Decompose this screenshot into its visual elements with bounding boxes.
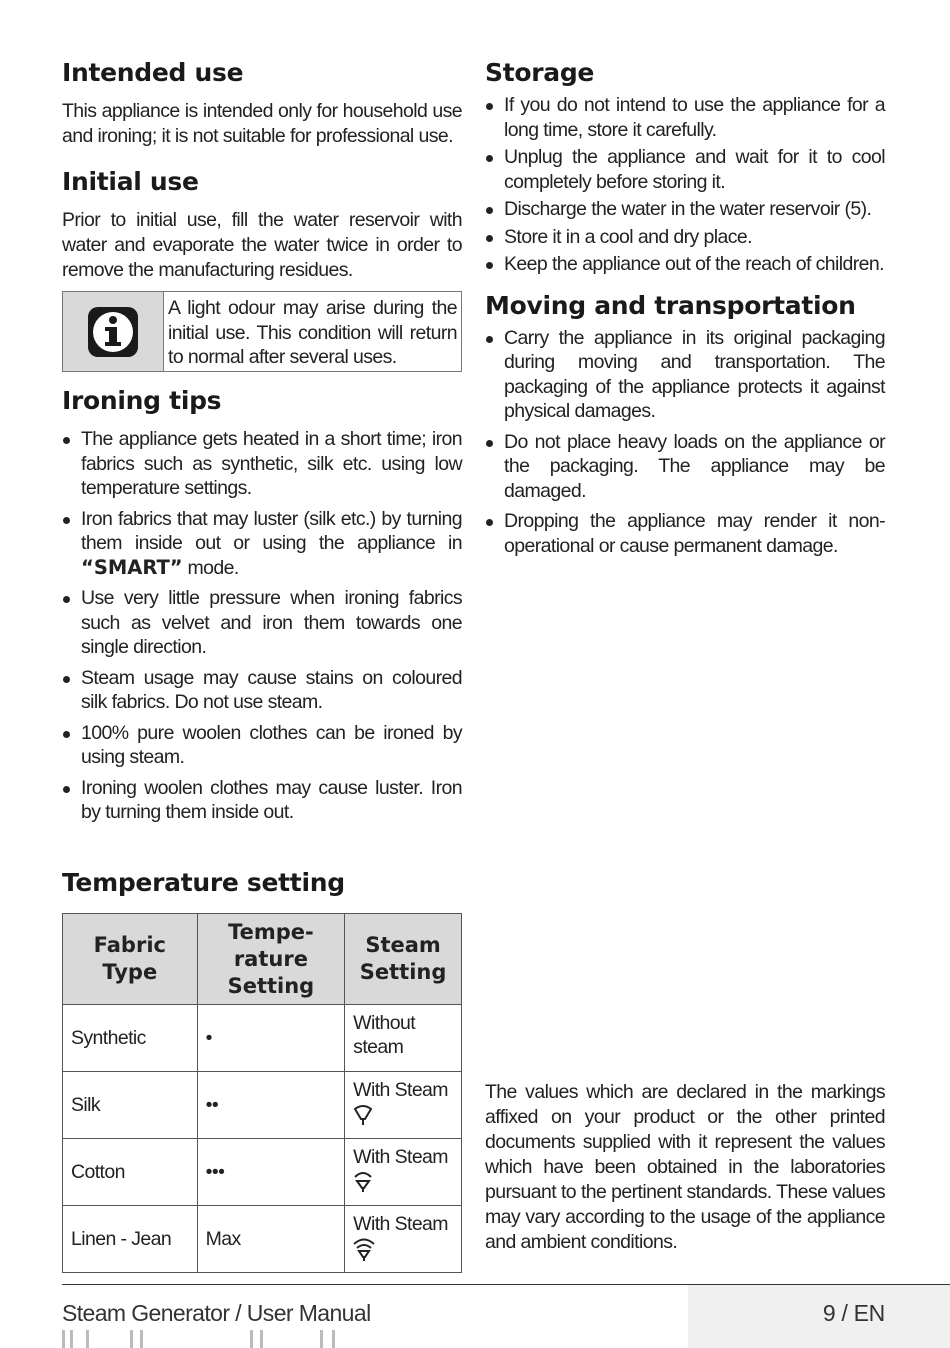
steam-high-icon (353, 1238, 375, 1262)
list-item: 100% pure woolen clothes can be ironed by using steam. (62, 721, 462, 770)
list-item: Do not place heavy loads on the appliance or the packaging. The appliance may be damaged. (485, 430, 885, 504)
fabric-cell: Linen - Jean (63, 1206, 198, 1273)
table-row (63, 1072, 462, 1139)
temperature-table (62, 913, 462, 1273)
crop-marks (62, 1330, 362, 1348)
table-header: Tempe-rature Setting (197, 914, 345, 1005)
list-item: Ironing woolen clothes may cause luster. Iron by turning them inside out. (62, 776, 462, 825)
left-column (62, 58, 462, 843)
list-item: Use very little pressure when ironing fabrics such as velvet and iron them towards one single direction. (62, 586, 462, 660)
disclaimer-text: The values which are declared in the markings affixed on your product or the other printed documents supplied with it represent the values which have been obtained in the laboratories pursuant to the pertinent standards. These values may vary according to the usage of the appliance and ambient conditions. (485, 1081, 885, 1253)
storage-section (485, 58, 885, 277)
initial-use-text: Prior to initial use, fill the water reservoir with water and evaporate the water twice in order to remove the manufacturing residues. (62, 209, 462, 281)
moving-section (485, 291, 885, 559)
table-row (63, 1005, 462, 1072)
temp-cell: •• (197, 1072, 345, 1139)
list-item: If you do not intend to use the appliance for a long time, store it carefully. (485, 93, 885, 142)
info-note-text: A light odour may arise during the initial use. This condition will return to normal after several uses. (168, 297, 457, 368)
footer-page-box (688, 1285, 950, 1348)
intended-use-text: This appliance is intended only for household use and ironing; it is not suitable for professional use. (62, 100, 462, 147)
list-item: The appliance gets heated in a short time; iron fabrics such as synthetic, silk etc. using low temperature settings. (62, 427, 462, 501)
steam-cell (345, 1139, 462, 1206)
list-item: Discharge the water in the water reservoir (5). (485, 197, 885, 222)
fabric-cell: Cotton (63, 1139, 198, 1206)
list-item: Keep the appliance out of the reach of children. (485, 252, 885, 277)
steam-medium-icon (353, 1171, 373, 1193)
initial-use-section (62, 167, 462, 372)
fabric-cell: Silk (63, 1072, 198, 1139)
temp-cell: Max (197, 1206, 345, 1273)
info-note (62, 291, 462, 372)
storage-heading: Storage (485, 58, 595, 87)
table-header: Steam Setting (345, 914, 462, 1005)
temperature-heading: Temperature setting (62, 868, 345, 897)
temp-cell: • (197, 1005, 345, 1072)
table-row (63, 1206, 462, 1273)
list-item: Steam usage may cause stains on coloured silk fabrics. Do not use steam. (62, 666, 462, 715)
temp-cell: ••• (197, 1139, 345, 1206)
right-column (485, 58, 885, 576)
ironing-tips-section (62, 386, 462, 825)
table-header: Fabric Type (63, 914, 198, 1005)
footer-title: Steam Generator / User Manual (62, 1300, 371, 1326)
list-item: Dropping the appliance may render it non-operational or cause permanent damage. (485, 509, 885, 558)
steam-cell: Without steam (345, 1005, 462, 1072)
steam-cell (345, 1072, 462, 1139)
moving-list (485, 326, 885, 559)
steam-low-icon (353, 1104, 373, 1126)
table-header-row (63, 914, 462, 1005)
list-item-tail: mode. (182, 556, 239, 579)
moving-heading: Moving and transportation (485, 290, 856, 320)
steam-label: With Steam (353, 1213, 448, 1235)
list-item-text: Iron fabrics that may luster (silk etc.) by turning them inside out or using the appliance in (81, 507, 462, 554)
info-icon (63, 292, 164, 371)
intended-use-section (62, 58, 462, 149)
list-item (62, 507, 462, 581)
steam-label: With Steam (353, 1146, 448, 1168)
list-item: Store it in a cool and dry place. (485, 225, 885, 250)
storage-list (485, 93, 885, 277)
smart-mode-label: “SMART” (81, 555, 183, 579)
list-item: Unplug the appliance and wait for it to cool completely before storing it. (485, 145, 885, 194)
fabric-cell: Synthetic (63, 1005, 198, 1072)
initial-use-heading: Initial use (62, 167, 199, 196)
ironing-tips-heading: Ironing tips (62, 386, 222, 415)
list-item: Carry the appliance in its original packaging during moving and transportation. The packaging of the appliance protects it against physical damages. (485, 326, 885, 424)
page-number: 9 / EN (822, 1300, 885, 1326)
steam-label: With Steam (353, 1079, 448, 1101)
ironing-tips-list (62, 427, 462, 825)
table-row (63, 1139, 462, 1206)
intended-use-heading: Intended use (62, 58, 244, 87)
steam-cell (345, 1206, 462, 1273)
